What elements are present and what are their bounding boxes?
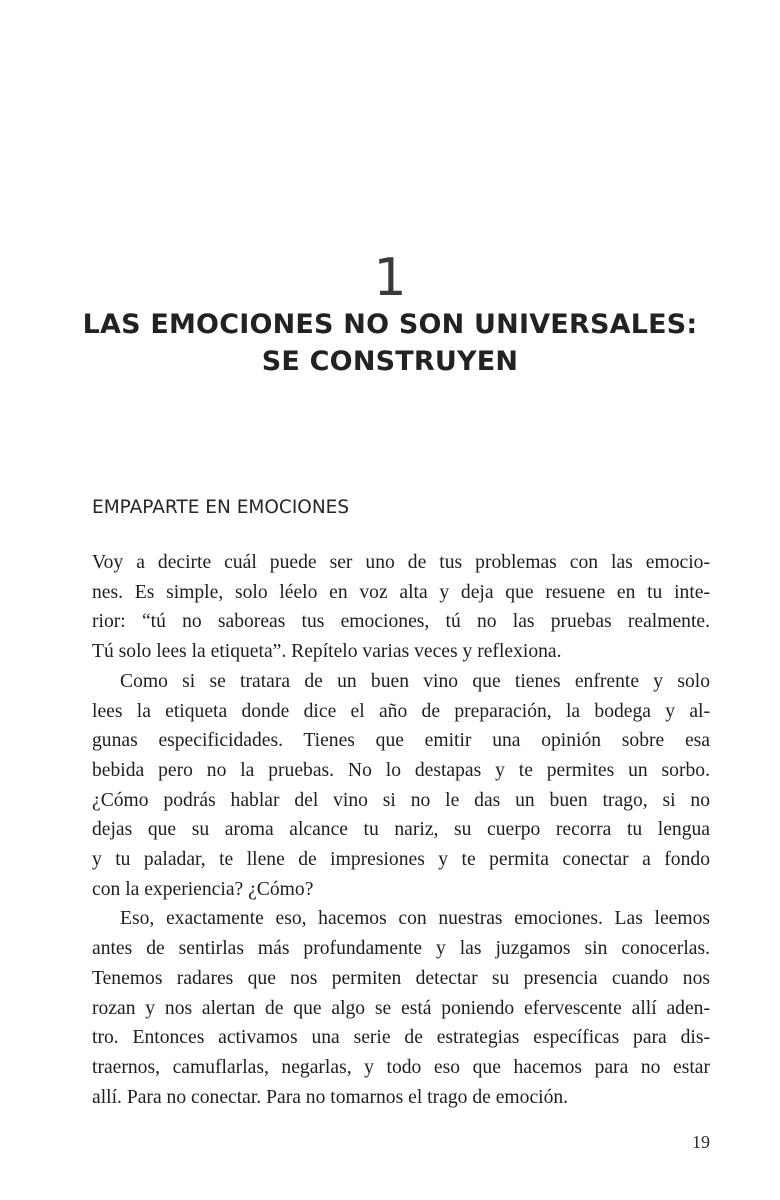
- text-line: Tenemos radares que nos permiten detectar su presencia cuando nos: [92, 967, 710, 989]
- text-line: gunas especificidades. Tienes que emitir una opinión sobre esa: [92, 730, 710, 752]
- text-line: y tu paladar, te llene de impresiones y te permita conectar a fondo: [92, 849, 710, 871]
- chapter-title-line-2: SE CONSTRUYEN: [261, 346, 519, 377]
- text-line: Eso, exactamente eso, hacemos con nuestras emociones. Las leemos: [120, 908, 710, 930]
- text-line: nes. Es simple, solo léelo en voz alta y deja que resuene en tu inte-: [92, 581, 710, 603]
- paragraph-3: [92, 904, 710, 1112]
- text-line: rozan y nos alertan de que algo se está poniendo efervescente allí aden-: [92, 997, 710, 1019]
- paragraph-1: [92, 548, 710, 667]
- paragraph-2: [92, 667, 710, 905]
- page-number: 19: [692, 1132, 710, 1152]
- text-line: allí. Para no conectar. Para no tomarnos el trago de emoción.: [92, 1086, 569, 1108]
- text-line: bebida pero no la pruebas. No lo destapas y te permites un sorbo.: [92, 759, 710, 781]
- chapter-title: [0, 306, 780, 380]
- text-line: traernos, camuflarlas, negarlas, y todo eso que hacemos para no estar: [92, 1056, 710, 1078]
- text-line: tro. Entonces activamos una serie de estrategias específicas para dis-: [92, 1027, 710, 1049]
- chapter-title-line-1: LAS EMOCIONES NO SON UNIVERSALES:: [82, 309, 698, 340]
- text-line: Voy a decirte cuál puede ser uno de tus problemas con las emocio-: [92, 552, 710, 573]
- section-heading: EMPAPARTE EN EMOCIONES: [92, 497, 350, 518]
- body-text: [92, 548, 710, 1112]
- text-line: con la experiencia? ¿Cómo?: [92, 878, 314, 900]
- text-line: antes de sentirlas más profundamente y las juzgamos sin conocerlas.: [92, 938, 710, 960]
- text-line: Tú solo lees la etiqueta”. Repítelo varias veces y reflexiona.: [92, 641, 562, 663]
- chapter-number: 1: [373, 248, 407, 308]
- text-line: ¿Cómo podrás hablar del vino si no le das un buen trago, si no: [92, 789, 710, 811]
- text-line: lees la etiqueta donde dice el año de preparación, la bodega y al-: [92, 700, 710, 722]
- text-line: rior: “tú no saboreas tus emociones, tú no las pruebas realmente.: [92, 611, 710, 633]
- text-line: dejas que su aroma alcance tu nariz, su cuerpo recorra tu lengua: [92, 819, 710, 841]
- text-line: Como si se tratara de un buen vino que tienes enfrente y solo: [120, 670, 710, 692]
